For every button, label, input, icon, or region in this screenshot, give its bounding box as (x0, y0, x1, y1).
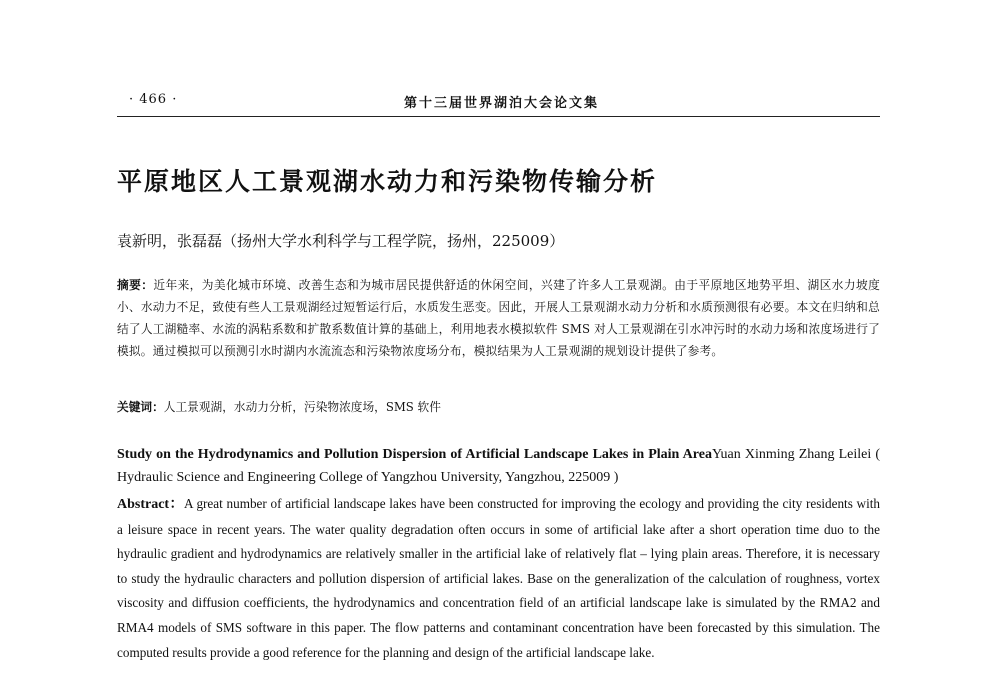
authors-cn: 袁新明，张磊磊（扬州大学水利科学与工程学院，扬州，225009） (117, 232, 565, 250)
abstract-cn-text: 近年来，为美化城市环境、改善生态和为城市居民提供舒适的休闲空间，兴建了许多人工景观湖。由于平原地区地势平坦、湖区水力坡度小、水动力不足，致使有些人工景观湖经过短暂运行后，水质发生恶变。因此，开展人工景观湖水动力分析和水质预测很有必要。本文在归纳和总结了人工湖糙率、水流的涡粘系数和扩散系数值计算的基础上，利用地表水模拟软件 SMS 对人工景观湖在引水冲污时的水动力场和浓度场进行了模拟。通过模拟可以预测引水时湖内水流流态和污染物浓度场分布，模拟结果为人工景观湖的规划设计提供了参考。 (117, 278, 880, 358)
keywords-cn-label: 关键词： (117, 400, 164, 414)
journal-title: 第十三届世界湖泊大会论文集 (404, 96, 600, 111)
abstract-en (117, 492, 880, 665)
keywords-cn-text: 人工景观湖，水动力分析，污染物浓度场，SMS 软件 (163, 400, 441, 414)
paper-title-en: Study on the Hydrodynamics and Pollution Dispersion of Artificial Landscape Lakes in Plain Area (117, 447, 712, 462)
authors-en: Yuan Xinming Zhang Leilei ( Hydraulic Science and Engineering College of Yangzhou University, Yangzhou, 225009 ) (117, 447, 880, 485)
abstract-cn-label: 摘要： (117, 278, 154, 292)
paper-title-cn: 平原地区人工景观湖水动力和污染物传输分析 (117, 167, 658, 196)
abstract-en-text: A great number of artificial landscape lakes have been constructed for improving the ecology and providing the city residents with a leisure space in recent years. The water quality degradation often occurs in some of artificial lake after a short operation time duo to the hydraulic gradient and hydrodynamics are relatively smaller in the artificial lake of relatively flat – lying plain areas. Therefore, it is necessary to study the hydraulic characters and pollution dispersion of artificial lakes. Base on the generalization of the calculation of roughness, vortex viscosity and diffusion coefficients, the hydrodynamics and concentration field of an artificial landscape lake is simulated by the RMA2 and RMA4 models of SMS software in this paper. The flow patterns and contaminant concentration have been forecasted by this simulation. The computed results provide a good reference for the planning and design of the artificial landscape lake. (117, 496, 880, 660)
keywords-cn (117, 396, 441, 418)
abstract-cn (117, 274, 880, 362)
abstract-en-label: Abstract： (117, 497, 184, 512)
header-rule (117, 116, 880, 117)
running-header (117, 92, 880, 114)
english-title-block (117, 443, 880, 489)
page-number: · 466 · (129, 92, 178, 107)
